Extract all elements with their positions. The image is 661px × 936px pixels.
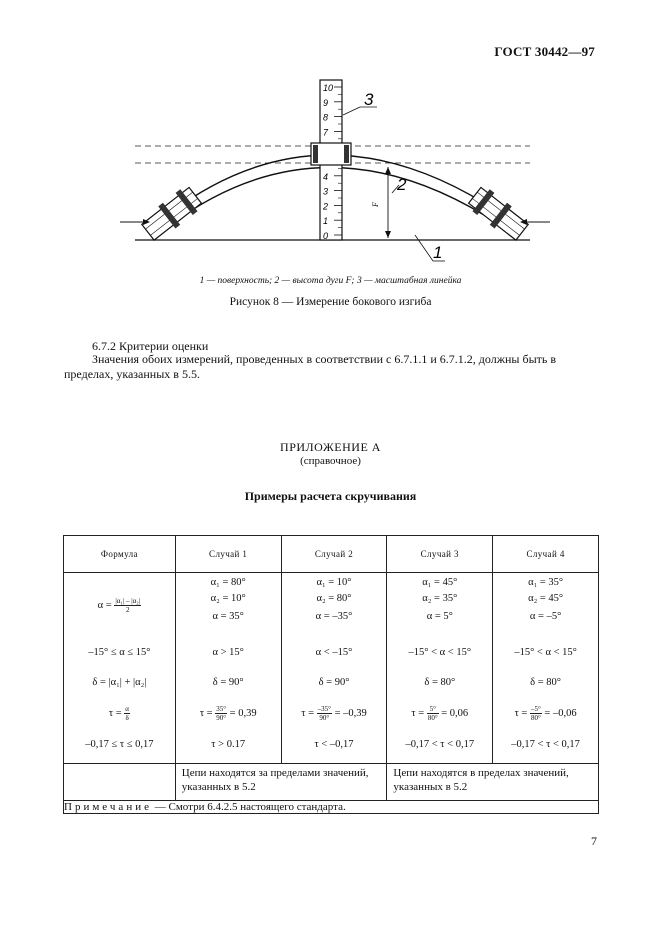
case-1-a1: α₁ = 80° [210, 577, 246, 588]
case-1-a2: α₂ = 10° [210, 593, 246, 604]
twist-calculation-table [63, 535, 599, 814]
note-text: — Смотри 6.4.2.5 настоящего стандарта. [151, 801, 346, 813]
note-label: Примечание [64, 801, 152, 813]
case-2-cond: α < –15° [315, 647, 353, 658]
case-1-tau-condition: τ > 0.17 [211, 739, 246, 750]
ruler-tick-label: 7 [323, 127, 329, 138]
case-4-column [493, 573, 599, 764]
case-3-tau-condition: –0,17 < τ < 0,17 [405, 739, 475, 750]
case-4-cond: –15° < α < 15° [514, 647, 577, 658]
table-header-row [64, 536, 599, 573]
case-3-a1: α₁ = 45° [422, 577, 458, 588]
header-case-3: Случай 3 [387, 536, 493, 573]
case-3-d: δ = 80° [424, 677, 456, 688]
callout-2: 2 [397, 175, 407, 194]
case-4-a: α = –5° [529, 611, 562, 622]
header-case-4: Случай 4 [493, 536, 599, 573]
ruler-tick-label: 10 [323, 83, 334, 93]
conclusion-out-of-range: Цепи находятся за пределами значений, указанных в 5.2 [181, 767, 369, 793]
case-2-a: α = –35° [315, 611, 353, 622]
paragraph-line-1: Значения обоих измерений, проведенных в соответствии с 6.7.1.1 и 6.7.1.2, должны быть в [92, 352, 557, 366]
case-3-tau: τ = $\frac{5^\circ}{80^\circ}$ = 0,06 [411, 705, 469, 722]
case-1-d: δ = 90° [212, 677, 244, 688]
table-title: Примеры расчета скручивания [244, 489, 417, 503]
ruler-tick-label: 1 [323, 216, 329, 227]
appendix-subtitle: (справочное) [300, 455, 361, 467]
note-row [64, 801, 599, 814]
table-body-row [64, 573, 599, 764]
formula-column [64, 573, 176, 764]
ruler-tick-label: 3 [323, 186, 329, 197]
page-number: 7 [591, 834, 597, 848]
section-title: 6.7.2 Критерии оценки [92, 339, 209, 353]
case-2-a2: α₂ = 80° [316, 593, 352, 604]
formula-alpha-range: –15° ≤ α ≤ 15° [88, 647, 151, 658]
case-2-a1: α₁ = 10° [316, 577, 352, 588]
case-4-d: δ = 80° [530, 677, 561, 688]
ruler-tick-label: 2 [323, 201, 329, 212]
case-4-a1: α₁ = 35° [528, 577, 564, 588]
ruler-tick-label: 4 [323, 171, 329, 182]
case-4-a2: α₂ = 45° [528, 593, 564, 604]
conclusion-in-range: Цепи находятся в пределах значений, указанных в 5.2 [393, 767, 569, 793]
callout-3: 3 [364, 90, 374, 109]
case-2-tau-condition: τ < –0,17 [314, 739, 354, 750]
case-3-cond: –15° < α < 15° [408, 647, 472, 658]
paragraph-line-2: пределах, указанных в 5.5. [64, 367, 200, 381]
appendix-title: ПРИЛОЖЕНИЕ А [280, 440, 381, 454]
formula-tau: τ = $\frac{\alpha}{\delta}$ [108, 705, 129, 722]
case-2-d: δ = 90° [318, 677, 350, 688]
header-case-1: Случай 1 [175, 536, 281, 573]
case-3-column [387, 573, 493, 764]
document-header: ГОСТ 30442—97 [494, 44, 595, 59]
ruler-tick-label: 9 [323, 97, 329, 108]
case-2-column [281, 573, 387, 764]
case-2-tau: τ = $\frac{-35^\circ}{90^\circ}$ = –0,39 [301, 705, 367, 722]
ruler-tick-label: 8 [323, 112, 329, 123]
f-label: F [371, 202, 380, 207]
header-formula: Формула [64, 536, 176, 573]
case-4-tau: τ = $\frac{-5^\circ}{80^\circ}$ = –0,06 [514, 705, 577, 722]
figure-legend: 1 — поверхность; 2 — высота дуги F; 3 — масштабная линейка [199, 276, 462, 286]
ruler-tick-label: 0 [323, 231, 329, 241]
conclusion-row [64, 764, 599, 801]
case-1-column [175, 573, 281, 764]
formula-delta: δ = |α₁| + |α₂| [92, 677, 147, 688]
case-1-a: α = 35° [212, 611, 244, 622]
case-3-a: α = 5° [426, 611, 453, 622]
figure-8-drawing [115, 75, 555, 270]
figure-caption: Рисунок 8 — Измерение бокового изгиба [229, 296, 432, 308]
case-4-tau-condition: –0,17 < τ < 0,17 [511, 739, 580, 750]
case-3-a2: α₂ = 35° [422, 593, 458, 604]
formula-alpha: α = $\frac{\text{|α₁| – |α₂|}}{2}$ [97, 597, 141, 614]
table-note [64, 801, 599, 814]
callout-1: 1 [433, 243, 443, 262]
section-paragraph [64, 352, 602, 382]
header-case-2: Случай 2 [281, 536, 387, 573]
formula-tau-range: –0,17 ≤ τ ≤ 0,17 [85, 739, 154, 750]
case-1-cond: α > 15° [212, 647, 244, 658]
case-1-tau: τ = $\frac{35^\circ}{90^\circ}$ = 0,39 [199, 705, 257, 722]
